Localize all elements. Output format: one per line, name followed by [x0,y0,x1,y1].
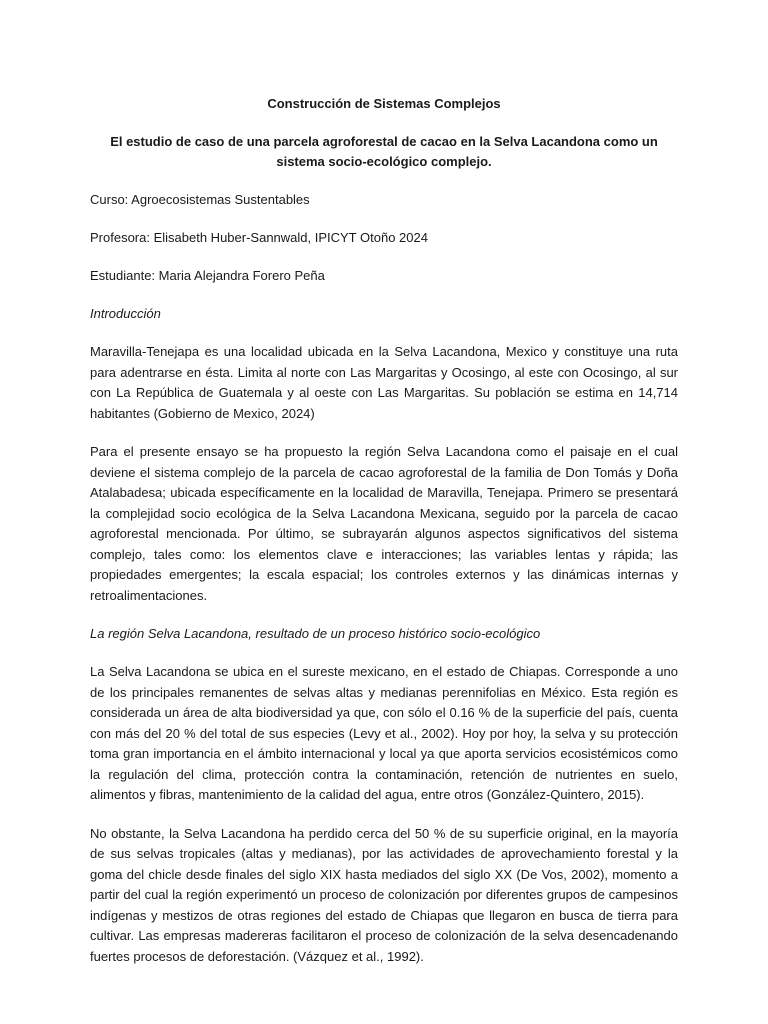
course-line: Curso: Agroecosistemas Sustentables [90,192,310,207]
document-subtitle: El estudio de caso de una parcela agroforestal de cacao en la Selva Lacandona como un sistema socio-ecológico complejo. [110,134,658,169]
document-title: Construcción de Sistemas Complejos [267,96,501,111]
student-line: Estudiante: Maria Alejandra Forero Peña [90,268,325,283]
paragraph-2: Para el presente ensayo se ha propuesto la región Selva Lacandona como el paisaje en el cual deviene el sistema complejo de la parcela de cacao agroforestal de la familia de Don Tomás y Doña Atalabadesa; ubicada específicamente en la localidad de Maravilla, Tenejapa. Primero se presentará la complejidad socio ecológica de la Selva Lacandona Mexicana, seguido por la parcela de cacao agroforestal mencionada. Por último, se subrayarán algunos aspectos significativos del sistema complejo, tales como: los elementos clave e interacciones; las variables lentas y rápida; las propiedades emergentes; la escala espacial; los controles externos y las dinámicas internas y retroalimentaciones. [90,444,678,603]
paragraph-1: Maravilla-Tenejapa es una localidad ubicada en la Selva Lacandona, Mexico y constituye una ruta para adentrarse en ésta. Limita al norte con Las Margaritas y Ocosingo, al este con Ocosingo, al sur con La República de Guatemala y al oeste con Las Margaritas. Su población se estima en 14,714 habitantes (Gobierno de Mexico, 2024) [90,344,678,421]
paragraph-4: No obstante, la Selva Lacandona ha perdido cerca del 50 % de su superficie original, en la mayoría de sus selvas tropicales (altas y medianas), por las actividades de aprovechamiento forestal y la goma del chicle desde finales del siglo XIX hasta mediados del siglo XX (De Vos, 2002), momento a partir del cual la región experimentó un proceso de colonización por diferentes grupos de campesinos indígenas y mestizos de otras regiones del estado de Chiapas que llegaron en busca de tierra para cultivar. Las empresas madereras facilitaron el proceso de colonización de la selva desencadenando fuertes procesos de deforestación. (Vázquez et al., 1992). [90,825,678,964]
section-heading: La región Selva Lacandona, resultado de un proceso histórico socio-ecológico [90,626,541,641]
intro-heading: Introducción [90,306,161,321]
professor-line: Profesora: Elisabeth Huber-Sannwald, IPICYT Otoño 2024 [90,230,428,245]
paragraph-3: La Selva Lacandona se ubica en el sureste mexicano, en el estado de Chiapas. Corresponde a uno de los principales remanentes de selvas altas y medianas perennifolias en México. Esta región es considerada un área de alta biodiversidad ya que, con sólo el 0.16 % de la superficie del país, cuenta con más del 20 % del total de sus especies (Levy et al., 2002). Hoy por hoy, la selva y su protección toma gran importancia en el ámbito internacional y local ya que aporta servicios ecosistémicos como la regulación del clima, protección contra la contaminación, retención de nutrientes en suelo, alimentos y fibras, mantenimiento de la calidad del agua, entre otros (González-Quintero, 2015). [90,664,678,802]
